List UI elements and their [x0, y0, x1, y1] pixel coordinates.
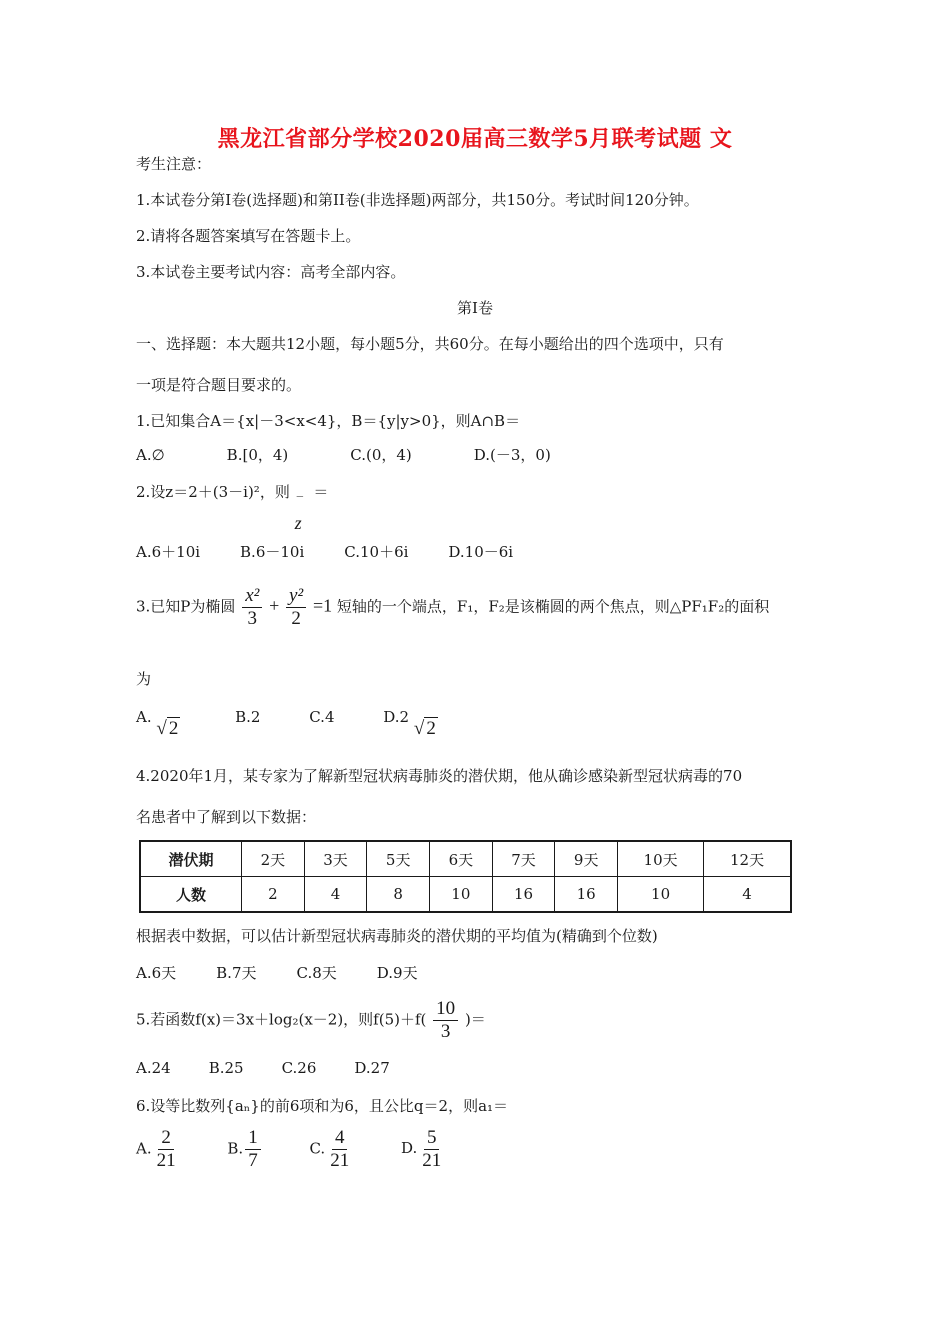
- table-cell: 9天: [555, 841, 618, 877]
- q6-option-a: [136, 1128, 181, 1171]
- q2-option-b: B.6－10i: [240, 543, 305, 561]
- table-cell: 5天: [367, 841, 430, 877]
- q4-option-a: A.6天: [136, 964, 177, 982]
- table-row: [140, 877, 791, 913]
- q2-options: [136, 541, 513, 562]
- q3-stem-post: 短轴的一个端点，F₁，F₂是该椭圆的两个焦点，则△PF₁F₂的面积: [336, 597, 770, 616]
- q2-option-c: C.10＋6i: [344, 543, 409, 561]
- q1-option-a: A.∅: [136, 446, 165, 464]
- q6-option-d-label: D.: [400, 1139, 418, 1158]
- conjugate-bar-icon: ‾: [296, 495, 304, 510]
- q6-option-b-frac: [245, 1128, 261, 1171]
- q3-frac2-den: 2: [291, 607, 301, 629]
- q3-eq-one: =1: [312, 595, 333, 616]
- q4-question: 根据表中数据，可以估计新型冠状病毒肺炎的潜伏期的平均值为(精确到个位数): [136, 927, 658, 945]
- q6-option-a-frac: [154, 1128, 179, 1171]
- q3-option-c: C.4: [309, 708, 335, 726]
- q6-option-b: [227, 1128, 262, 1171]
- part1-line2: 一项是符合题目要求的。: [136, 376, 302, 394]
- q5-frac-num: 10: [433, 999, 458, 1021]
- q4-option-b: B.7天: [216, 964, 257, 982]
- q4-option-c: C.8天: [296, 964, 337, 982]
- q1-options: [136, 444, 551, 465]
- part1-line1: 一、选择题：本大题共12小题，每小题5分，共60分。在每小题给出的四个选项中，只有: [136, 335, 724, 353]
- q3-fraction-x: [242, 586, 262, 629]
- section-title: 第Ⅰ卷: [457, 299, 493, 317]
- q3-frac1-num: x²: [242, 586, 262, 608]
- table-cell: 8: [367, 877, 430, 913]
- q3-frac2-num: y²: [286, 586, 306, 608]
- q6-option-c-frac: [327, 1128, 352, 1171]
- q5-fraction: [433, 999, 458, 1042]
- notice-item-3: 3.本试卷主要考试内容：高考全部内容。: [136, 263, 406, 281]
- q3-plus: +: [269, 595, 280, 616]
- table-cell: 12天: [704, 841, 791, 877]
- q6-option-c: [309, 1128, 354, 1171]
- q3-option-a-radicand: 2: [168, 718, 179, 739]
- q3-option-d-label: D.2: [383, 708, 410, 726]
- q6-option-d-frac: [419, 1128, 444, 1171]
- exam-title: 黑龙江省部分学校2020届高三数学5月联考试题 文: [217, 126, 733, 152]
- table-header-period: 潜伏期: [140, 841, 242, 877]
- q5-option-b: B.25: [208, 1059, 244, 1077]
- q5-stem-end: )＝: [464, 1010, 486, 1029]
- q3-frac1-den: 3: [247, 607, 257, 629]
- q5-stem: [136, 999, 486, 1042]
- q1-option-d: D.(－3，0): [473, 446, 551, 464]
- table-row: [140, 841, 791, 877]
- q6-option-a-label: A.: [136, 1139, 152, 1158]
- q4-line1: 4.2020年1月，某专家为了解新型冠状病毒肺炎的潜伏期，他从确诊感染新型冠状病毒的70: [136, 767, 743, 785]
- q1-option-c: C.(0，4): [350, 446, 412, 464]
- q5-option-d: D.27: [354, 1059, 390, 1077]
- incubation-table: [139, 840, 792, 913]
- q6-option-b-num: 1: [245, 1128, 261, 1150]
- q5-stem-text: 5.若函数f(x)＝3x＋log₂(x－2)，则f(5)＋f(: [136, 1010, 427, 1029]
- notice-item-2: 2.请将各题答案填写在答题卡上。: [136, 227, 361, 245]
- table-cell: 6天: [430, 841, 493, 877]
- q3-stem: [136, 586, 769, 629]
- table-cell: 16: [492, 877, 555, 913]
- q3-option-b: B.2: [235, 708, 261, 726]
- q6-option-c-label: C.: [309, 1139, 326, 1158]
- table-header-count: 人数: [140, 877, 242, 913]
- q6-option-d: [400, 1127, 446, 1171]
- q3-options: [136, 706, 438, 739]
- table-cell: 16: [555, 877, 618, 913]
- q6-option-a-den: 21: [156, 1149, 176, 1171]
- q3-option-d: [383, 708, 438, 739]
- q1-option-b: B.[0，4): [226, 446, 289, 464]
- table-cell: 7天: [492, 841, 555, 877]
- q2-stem: [136, 481, 329, 533]
- q6-options: [136, 1128, 446, 1171]
- sqrt-icon: √ 2: [156, 718, 179, 739]
- q3-stem-cont: 为: [136, 670, 152, 688]
- q5-option-c: C.26: [281, 1059, 317, 1077]
- q6-option-b-den: 7: [248, 1149, 258, 1171]
- table-cell: 10: [430, 877, 493, 913]
- q4-line2: 名患者中了解到以下数据：: [136, 808, 317, 826]
- q2-var: z: [294, 513, 302, 533]
- table-cell: 2天: [242, 841, 305, 877]
- table-cell: 10天: [618, 841, 704, 877]
- q6-option-d-num: 5: [424, 1128, 440, 1150]
- q3-option-d-radicand: 2: [426, 718, 436, 739]
- q5-option-a: A.24: [136, 1059, 171, 1077]
- q5-frac-den: 3: [440, 1020, 451, 1042]
- q6-option-a-num: 2: [158, 1128, 174, 1150]
- table-cell: 4: [704, 877, 791, 913]
- q4-option-d: D.9天: [376, 964, 418, 982]
- table-cell: 3天: [304, 841, 367, 877]
- q2-option-d: D.10－6i: [448, 543, 514, 561]
- q6-option-b-label: B.: [227, 1139, 244, 1158]
- notice-item-1: 1.本试卷分第Ⅰ卷(选择题)和第II卷(非选择题)两部分，共150分。考试时间120分钟。: [136, 191, 699, 209]
- q2-stem-text: 2.设z＝2＋(3－i)²，则: [136, 483, 290, 501]
- q2-eq: ＝: [313, 483, 329, 501]
- q6-option-c-num: 4: [332, 1128, 348, 1150]
- q6-option-d-den: 21: [422, 1149, 442, 1171]
- notice-heading: 考生注意：: [136, 155, 212, 173]
- table-cell: 10: [618, 877, 704, 913]
- q2-option-a: A.6＋10i: [136, 543, 201, 561]
- table-cell: 4: [304, 877, 367, 913]
- q3-option-a: [136, 706, 180, 739]
- q3-stem-pre: 3.已知P为椭圆: [136, 597, 236, 616]
- table-cell: 2: [242, 877, 305, 913]
- q4-options: [136, 962, 418, 983]
- sqrt-icon: √ 2: [413, 718, 436, 739]
- q3-fraction-y: [286, 586, 306, 629]
- q6-stem: 6.设等比数列{aₙ}的前6项和为6，且公比q＝2，则a₁＝: [136, 1097, 509, 1115]
- q5-options: [136, 1059, 390, 1077]
- q3-option-a-label: A.: [136, 708, 152, 726]
- q6-option-c-den: 21: [330, 1149, 350, 1171]
- q1-stem: 1.已知集合A＝{x|－3<x<4}，B＝{y|y>0}，则A∩B＝: [136, 412, 521, 430]
